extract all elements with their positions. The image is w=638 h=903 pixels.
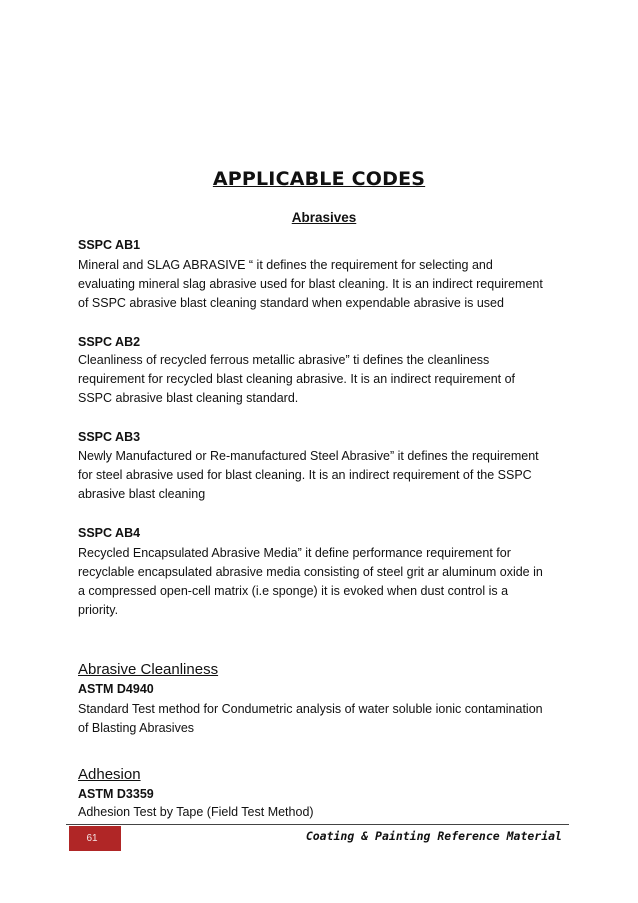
code-sspc-ab2: SSPC AB2 xyxy=(78,335,141,349)
text-line: Recycled Encapsulated Abrasive Media” it define performance requirement for xyxy=(78,546,511,560)
code-sspc-ab3: SSPC AB3 xyxy=(78,430,141,444)
code-astm-d3359: ASTM D3359 xyxy=(78,787,154,801)
heading-adhesion: Adhesion xyxy=(78,766,141,783)
description-sspc-ab4 xyxy=(78,544,568,620)
section-subtitle: Abrasives xyxy=(291,210,357,225)
text-line: requirement for recycled blast cleaning abrasive. It is an indirect requirement of xyxy=(78,372,516,386)
text-line: a compressed open-cell matrix (i.e sponge) it is evoked when dust control is a xyxy=(78,584,509,598)
page-number: 61 xyxy=(86,833,98,844)
text-line: priority. xyxy=(78,603,119,617)
page-title: APPLICABLE CODES xyxy=(212,168,426,190)
code-sspc-ab1: SSPC AB1 xyxy=(78,238,141,252)
text-line: SSPC abrasive blast cleaning standard. xyxy=(78,391,299,405)
description-sspc-ab1 xyxy=(78,256,568,313)
text-line: Mineral and SLAG ABRASIVE “ it defines the requirement for selecting and xyxy=(78,258,493,272)
heading-abrasive-cleanliness: Abrasive Cleanliness xyxy=(78,661,219,678)
text-line: evaluating mineral slag abrasive used for blast cleaning. It is an indirect requirement xyxy=(78,277,543,291)
text-line: of SSPC abrasive blast cleaning standard when expendable abrasive is used xyxy=(78,296,504,310)
text-line: for steel abrasive used for blast cleaning. It is an indirect requirement of the SSPC xyxy=(78,468,532,482)
description-astm-d4940 xyxy=(78,700,568,738)
text-line: Standard Test method for Condumetric analysis of water soluble ionic contamination xyxy=(78,702,543,716)
footer-divider xyxy=(66,824,569,825)
page-number-box xyxy=(69,826,121,851)
footer-title: Coating & Painting Reference Material xyxy=(305,829,562,843)
text-line: recyclable encapsulated abrasive media consisting of steel grit ar aluminum oxide in xyxy=(78,565,543,579)
text-line: Newly Manufactured or Re-manufactured Steel Abrasive” it defines the requirement xyxy=(78,449,539,463)
text-line: Cleanliness of recycled ferrous metallic abrasive” ti defines the cleanliness xyxy=(78,353,490,367)
text-line: Adhesion Test by Tape (Field Test Method) xyxy=(78,805,314,819)
description-sspc-ab3 xyxy=(78,447,568,504)
code-astm-d4940: ASTM D4940 xyxy=(78,682,154,696)
code-sspc-ab4: SSPC AB4 xyxy=(78,526,141,540)
description-sspc-ab2 xyxy=(78,351,568,408)
description-astm-d3359 xyxy=(78,803,568,822)
text-line: abrasive blast cleaning xyxy=(78,487,206,501)
text-line: of Blasting Abrasives xyxy=(78,721,195,735)
